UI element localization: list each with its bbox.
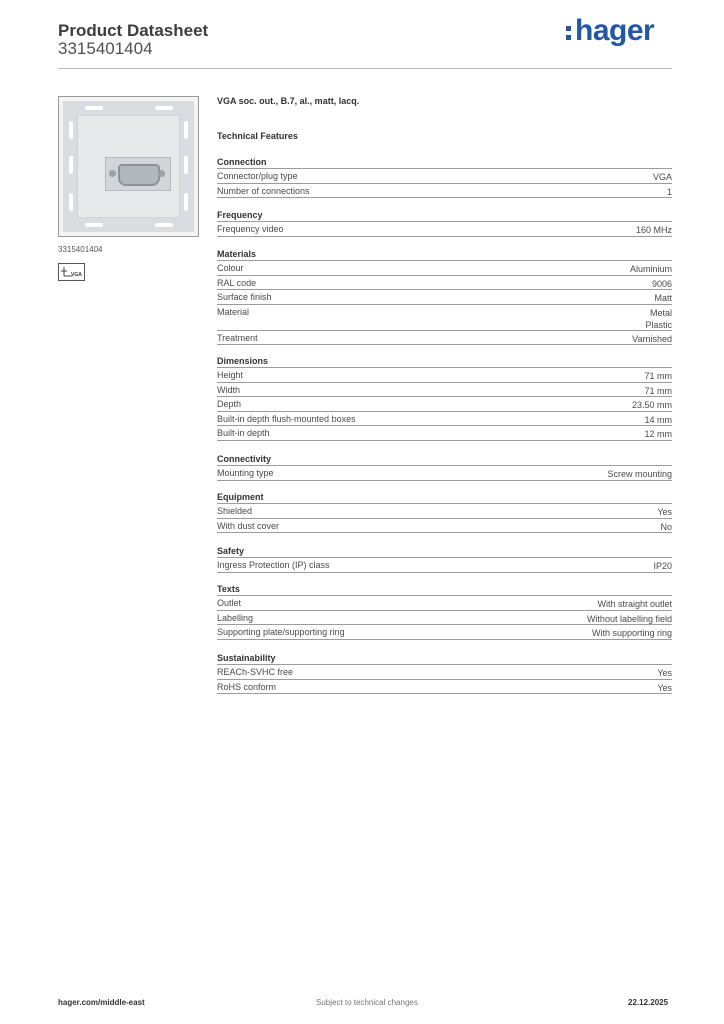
spec-row [217, 367, 672, 382]
spec-row [217, 610, 672, 625]
section-title: Frequency [217, 210, 263, 220]
spec-value: 1 [666, 186, 672, 197]
section-title: Equipment [217, 492, 264, 502]
spec-row [217, 503, 672, 518]
spec-key: Frequency video [217, 224, 284, 234]
spec-value: 160 MHz [635, 225, 672, 235]
spec-value: Yes [657, 507, 672, 517]
spec-row [217, 382, 672, 397]
spec-key: Depth [217, 399, 242, 410]
footer-date: 22.12.2025 [628, 998, 669, 1007]
technical-features-heading: Technical Features [217, 131, 298, 141]
spec-row [217, 330, 672, 345]
spec-value: 9006 [651, 278, 672, 289]
spec-key: Connector/plug type [217, 171, 298, 181]
spec-key: Number of connections [217, 185, 310, 196]
product-code: 3315401404 [58, 39, 153, 58]
section-end-rule [217, 344, 672, 345]
product-name: VGA soc. out., B.7, al., matt, lacq. [217, 96, 360, 106]
frame-plate [63, 101, 194, 232]
spec-value: Yes [657, 682, 672, 693]
spec-key: Built-in depth flush-mounted boxes [217, 413, 356, 424]
page-title: Product Datasheet [58, 21, 209, 40]
section-title: Materials [217, 249, 257, 259]
spec-value: With straight outlet [597, 599, 672, 609]
section-title: Connection [217, 157, 267, 167]
spec-value: 14 mm [644, 414, 672, 425]
section-end-rule [217, 197, 672, 198]
spec-key: Colour [217, 263, 244, 273]
vga-insert [105, 157, 171, 191]
footer-website[interactable]: hager.com/middle-east [58, 998, 145, 1007]
spec-value: Metal Plastic [645, 307, 672, 330]
logo-text: hager [575, 14, 655, 47]
spec-value: 12 mm [644, 429, 672, 440]
section-end-rule [217, 572, 672, 573]
spec-row [217, 624, 672, 639]
image-caption: 3315401404 [58, 245, 103, 254]
logo-dots-icon [566, 20, 572, 42]
spec-key: RoHS conform [217, 681, 277, 692]
spec-value: Varnished [632, 333, 672, 344]
spec-value: 23.50 mm [631, 400, 672, 411]
spec-key: Supporting plate/supporting ring [217, 627, 345, 638]
spec-row [217, 396, 672, 411]
spec-key: Ingress Protection (IP) class [217, 560, 330, 570]
section-title: Safety [217, 546, 245, 556]
vga-symbol-icon [58, 263, 85, 281]
spec-row [217, 260, 672, 275]
spec-row [217, 425, 672, 440]
section-end-rule [217, 693, 672, 694]
spec-key: RAL code [217, 277, 257, 288]
section-end-rule [217, 639, 672, 640]
spec-row [217, 411, 672, 426]
screw-icon [109, 170, 116, 177]
spec-value: 71 mm [644, 371, 672, 381]
spec-value: 71 mm [644, 385, 672, 396]
socket-face [77, 115, 180, 218]
spec-key: With dust cover [217, 520, 280, 531]
spec-key: Mounting type [217, 468, 274, 478]
section-end-rule [217, 480, 672, 481]
section-title: Texts [217, 584, 240, 594]
section-end-rule [217, 532, 672, 533]
spec-key: Height [217, 370, 244, 380]
product-image [58, 96, 199, 237]
spec-value: Matt [654, 293, 672, 304]
spec-row [217, 518, 672, 533]
spec-row [217, 465, 672, 480]
spec-value: VGA [652, 172, 672, 182]
header-divider [58, 68, 672, 69]
spec-row [217, 221, 672, 236]
spec-row [217, 664, 672, 679]
spec-row [217, 275, 672, 290]
spec-value: Yes [657, 668, 672, 678]
spec-row [217, 304, 672, 330]
spec-value: Aluminium [629, 264, 672, 274]
spec-row [217, 679, 672, 694]
spec-value: Without labelling field [586, 613, 672, 624]
section-end-rule [217, 440, 672, 441]
vga-connector-icon [118, 164, 160, 186]
spec-value: With supporting ring [591, 628, 672, 639]
section-end-rule [217, 236, 672, 237]
spec-key: Surface finish [217, 292, 272, 303]
spec-row [217, 183, 672, 198]
spec-row [217, 289, 672, 304]
spec-value: No [660, 521, 672, 532]
spec-row [217, 557, 672, 572]
section-title: Sustainability [217, 653, 276, 663]
spec-key: Treatment [217, 332, 258, 343]
spec-key: Shielded [217, 506, 253, 516]
spec-row [217, 595, 672, 610]
spec-key: Built-in depth [217, 428, 270, 439]
spec-key: REACh-SVHC free [217, 667, 294, 677]
symbol-label: VGA [71, 272, 82, 278]
footer-notice: Subject to technical changes [316, 998, 418, 1007]
spec-key: Width [217, 384, 241, 395]
spec-key: Outlet [217, 598, 242, 608]
hager-logo [566, 14, 654, 48]
spec-value: IP20 [653, 561, 672, 571]
spec-key: Labelling [217, 612, 254, 623]
section-title: Dimensions [217, 356, 269, 366]
screw-icon [158, 170, 165, 177]
spec-value: Screw mounting [607, 469, 672, 479]
spec-row [217, 168, 672, 183]
spec-key: Material [217, 306, 250, 317]
section-title: Connectivity [217, 454, 272, 464]
